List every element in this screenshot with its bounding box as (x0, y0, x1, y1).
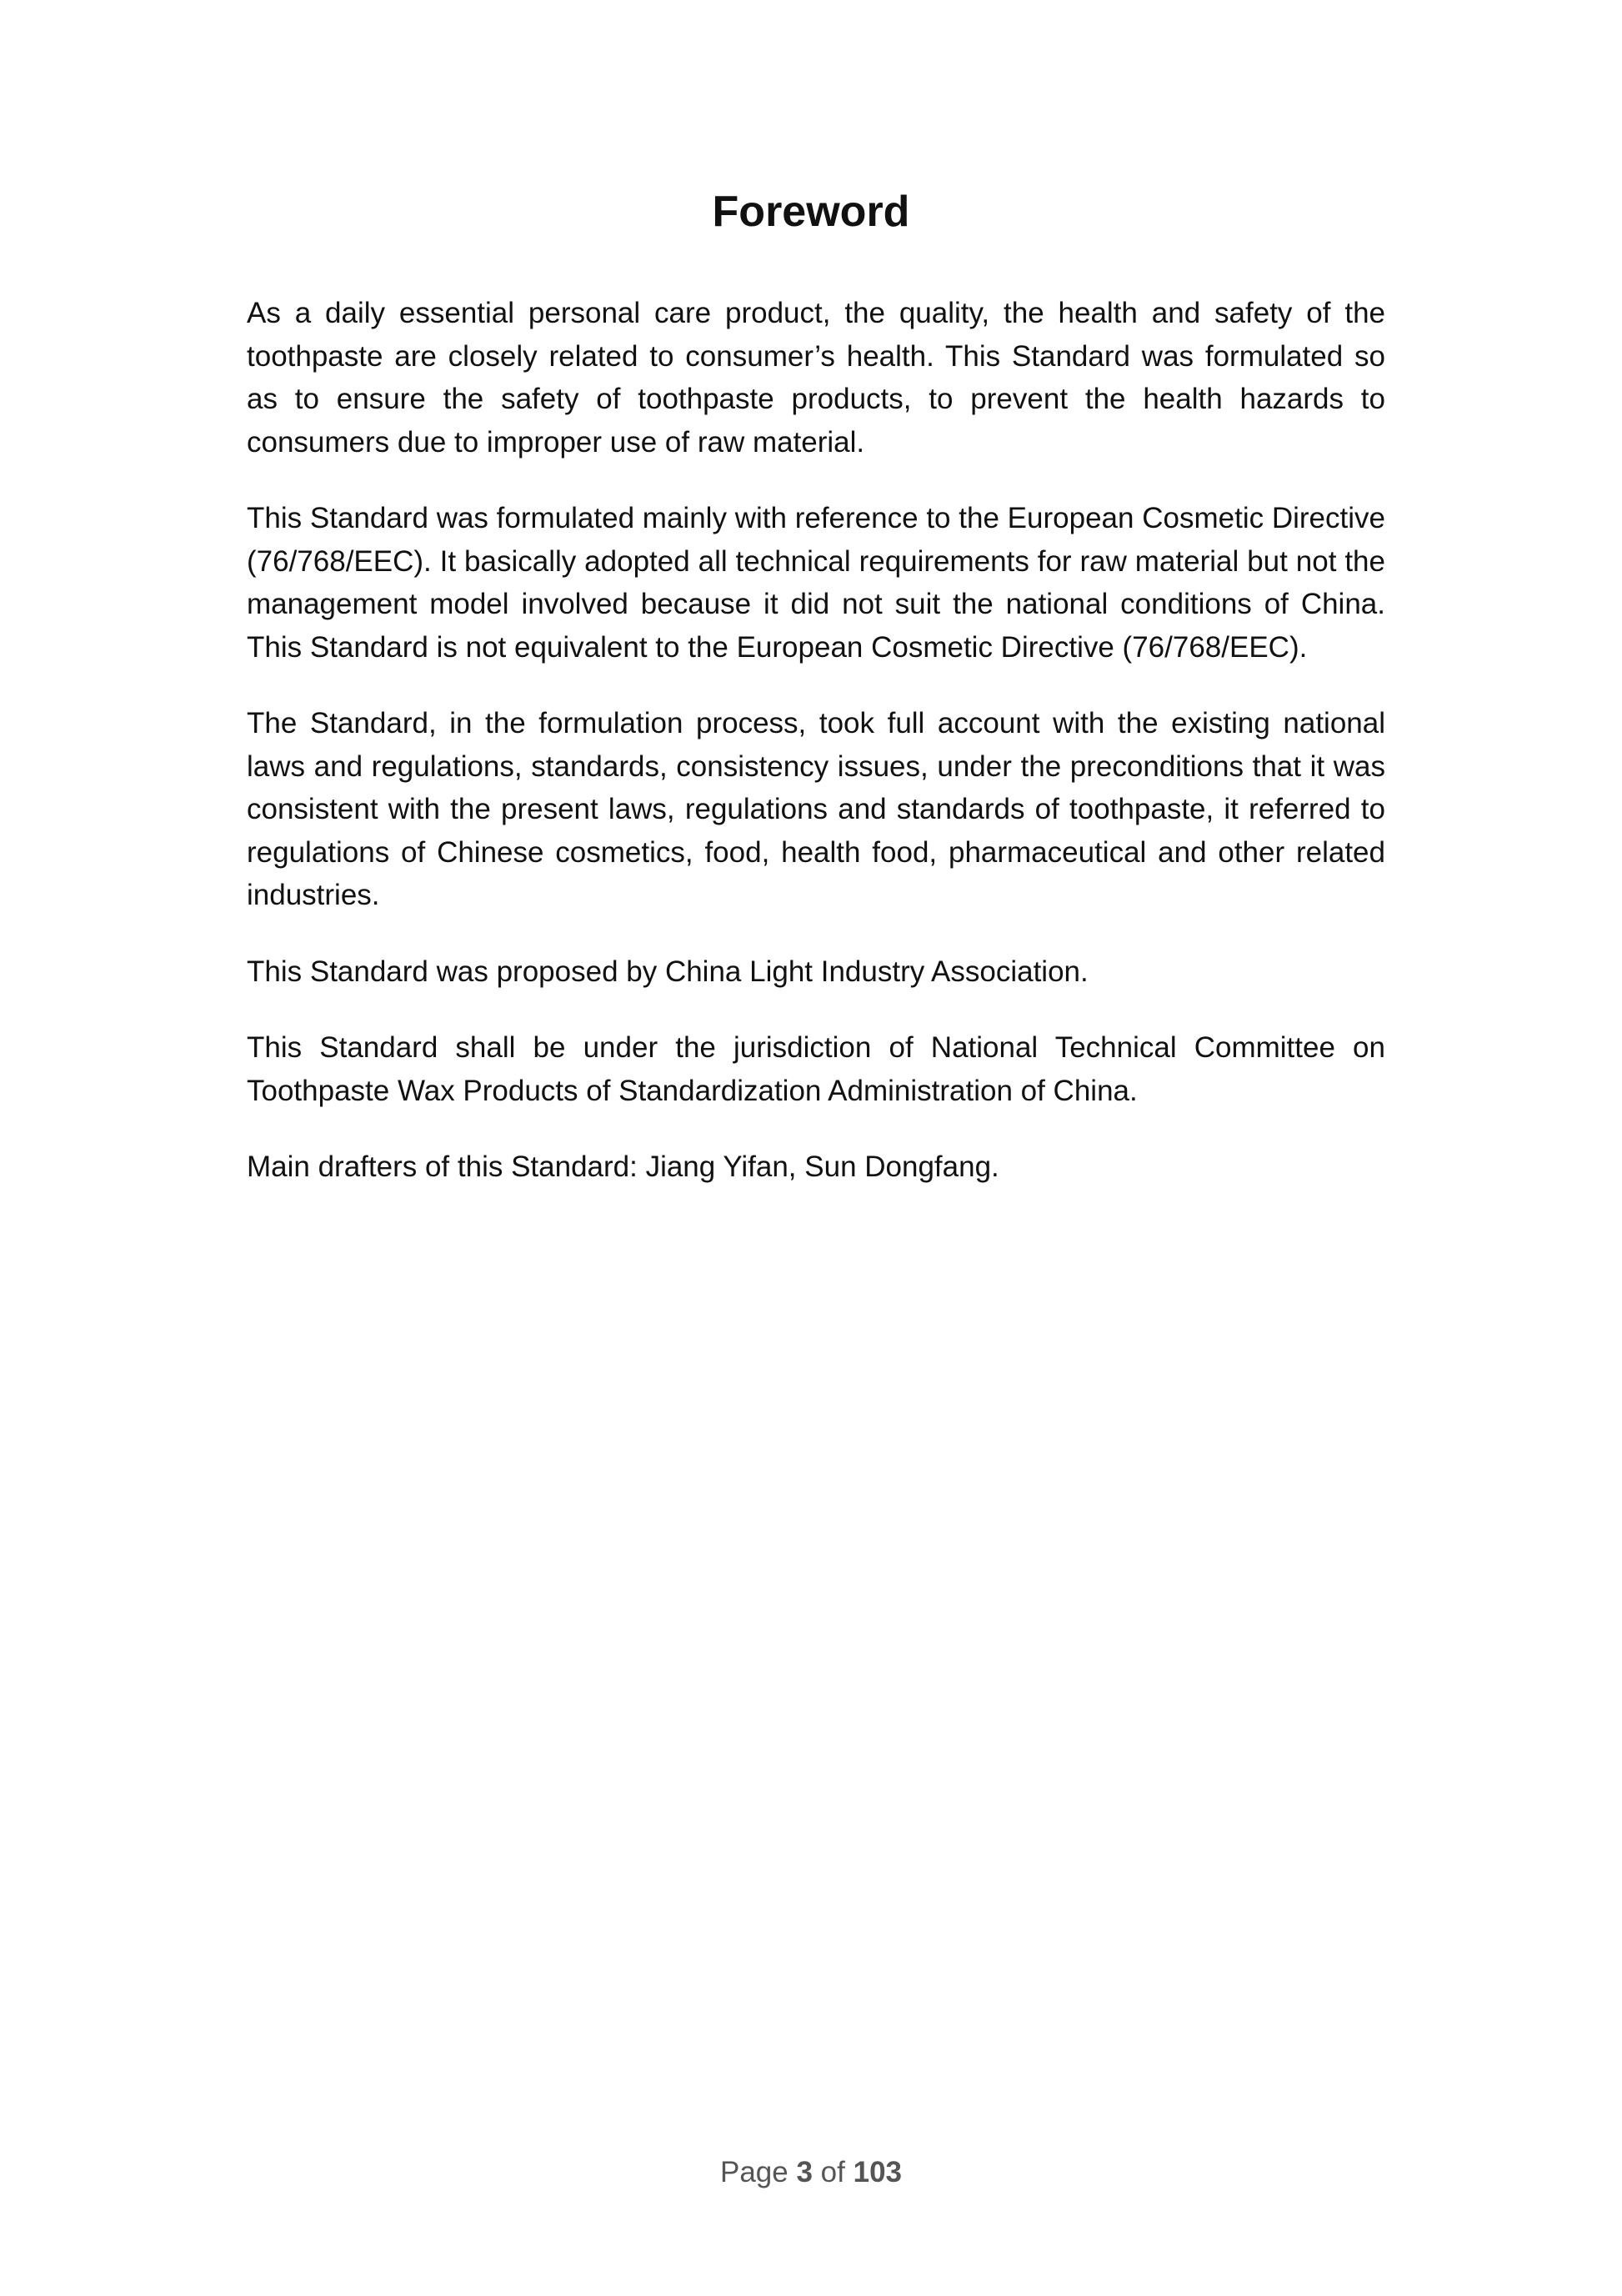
page-number-footer (0, 2154, 1622, 2191)
paragraph-formulation: The Standard, in the formulation process, took full account with the existing national laws and regulations, standards, consistency issues, under the preconditions that it was consistent with the present laws, regulations and standards of toothpaste, it referred to regulations of Chinese cosmetics, food, health food, pharmaceutical and other related industries. (247, 707, 1385, 911)
page-word: Page (719, 2156, 788, 2188)
page-title: Foreword (712, 188, 910, 236)
paragraph-purpose: As a daily essential personal care product, the quality, the health and safety of the toothpaste are closely related to consumer’s health. This Standard was formulated so as to ensure the safety of toothpaste products, to prevent the health hazards to consumers due to improper use of raw material. (247, 297, 1385, 459)
of-word: of (820, 2156, 845, 2188)
foreword-body (247, 292, 1385, 1222)
total-page-count: 103 (853, 2156, 903, 2188)
paragraph-proposer: This Standard was proposed by China Light Industry Association. (247, 955, 1089, 988)
paragraph-drafters: Main drafters of this Standard: Jiang Yifan, Sun Dongfang. (247, 1151, 999, 1183)
current-page-number: 3 (796, 2156, 813, 2188)
paragraph-reference: This Standard was formulated mainly with reference to the European Cosmetic Directive (76/768/EEC). It basically adopted all technical requirements for raw material but not the management model involved because it did not suit the national conditions of China. This Standard is not equivalent to the European Cosmetic Directive (76/768/EEC). (247, 502, 1385, 664)
paragraph-jurisdiction: This Standard shall be under the jurisdiction of National Technical Committee on Toothpaste Wax Products of Standardization Administration of China. (247, 1031, 1385, 1107)
